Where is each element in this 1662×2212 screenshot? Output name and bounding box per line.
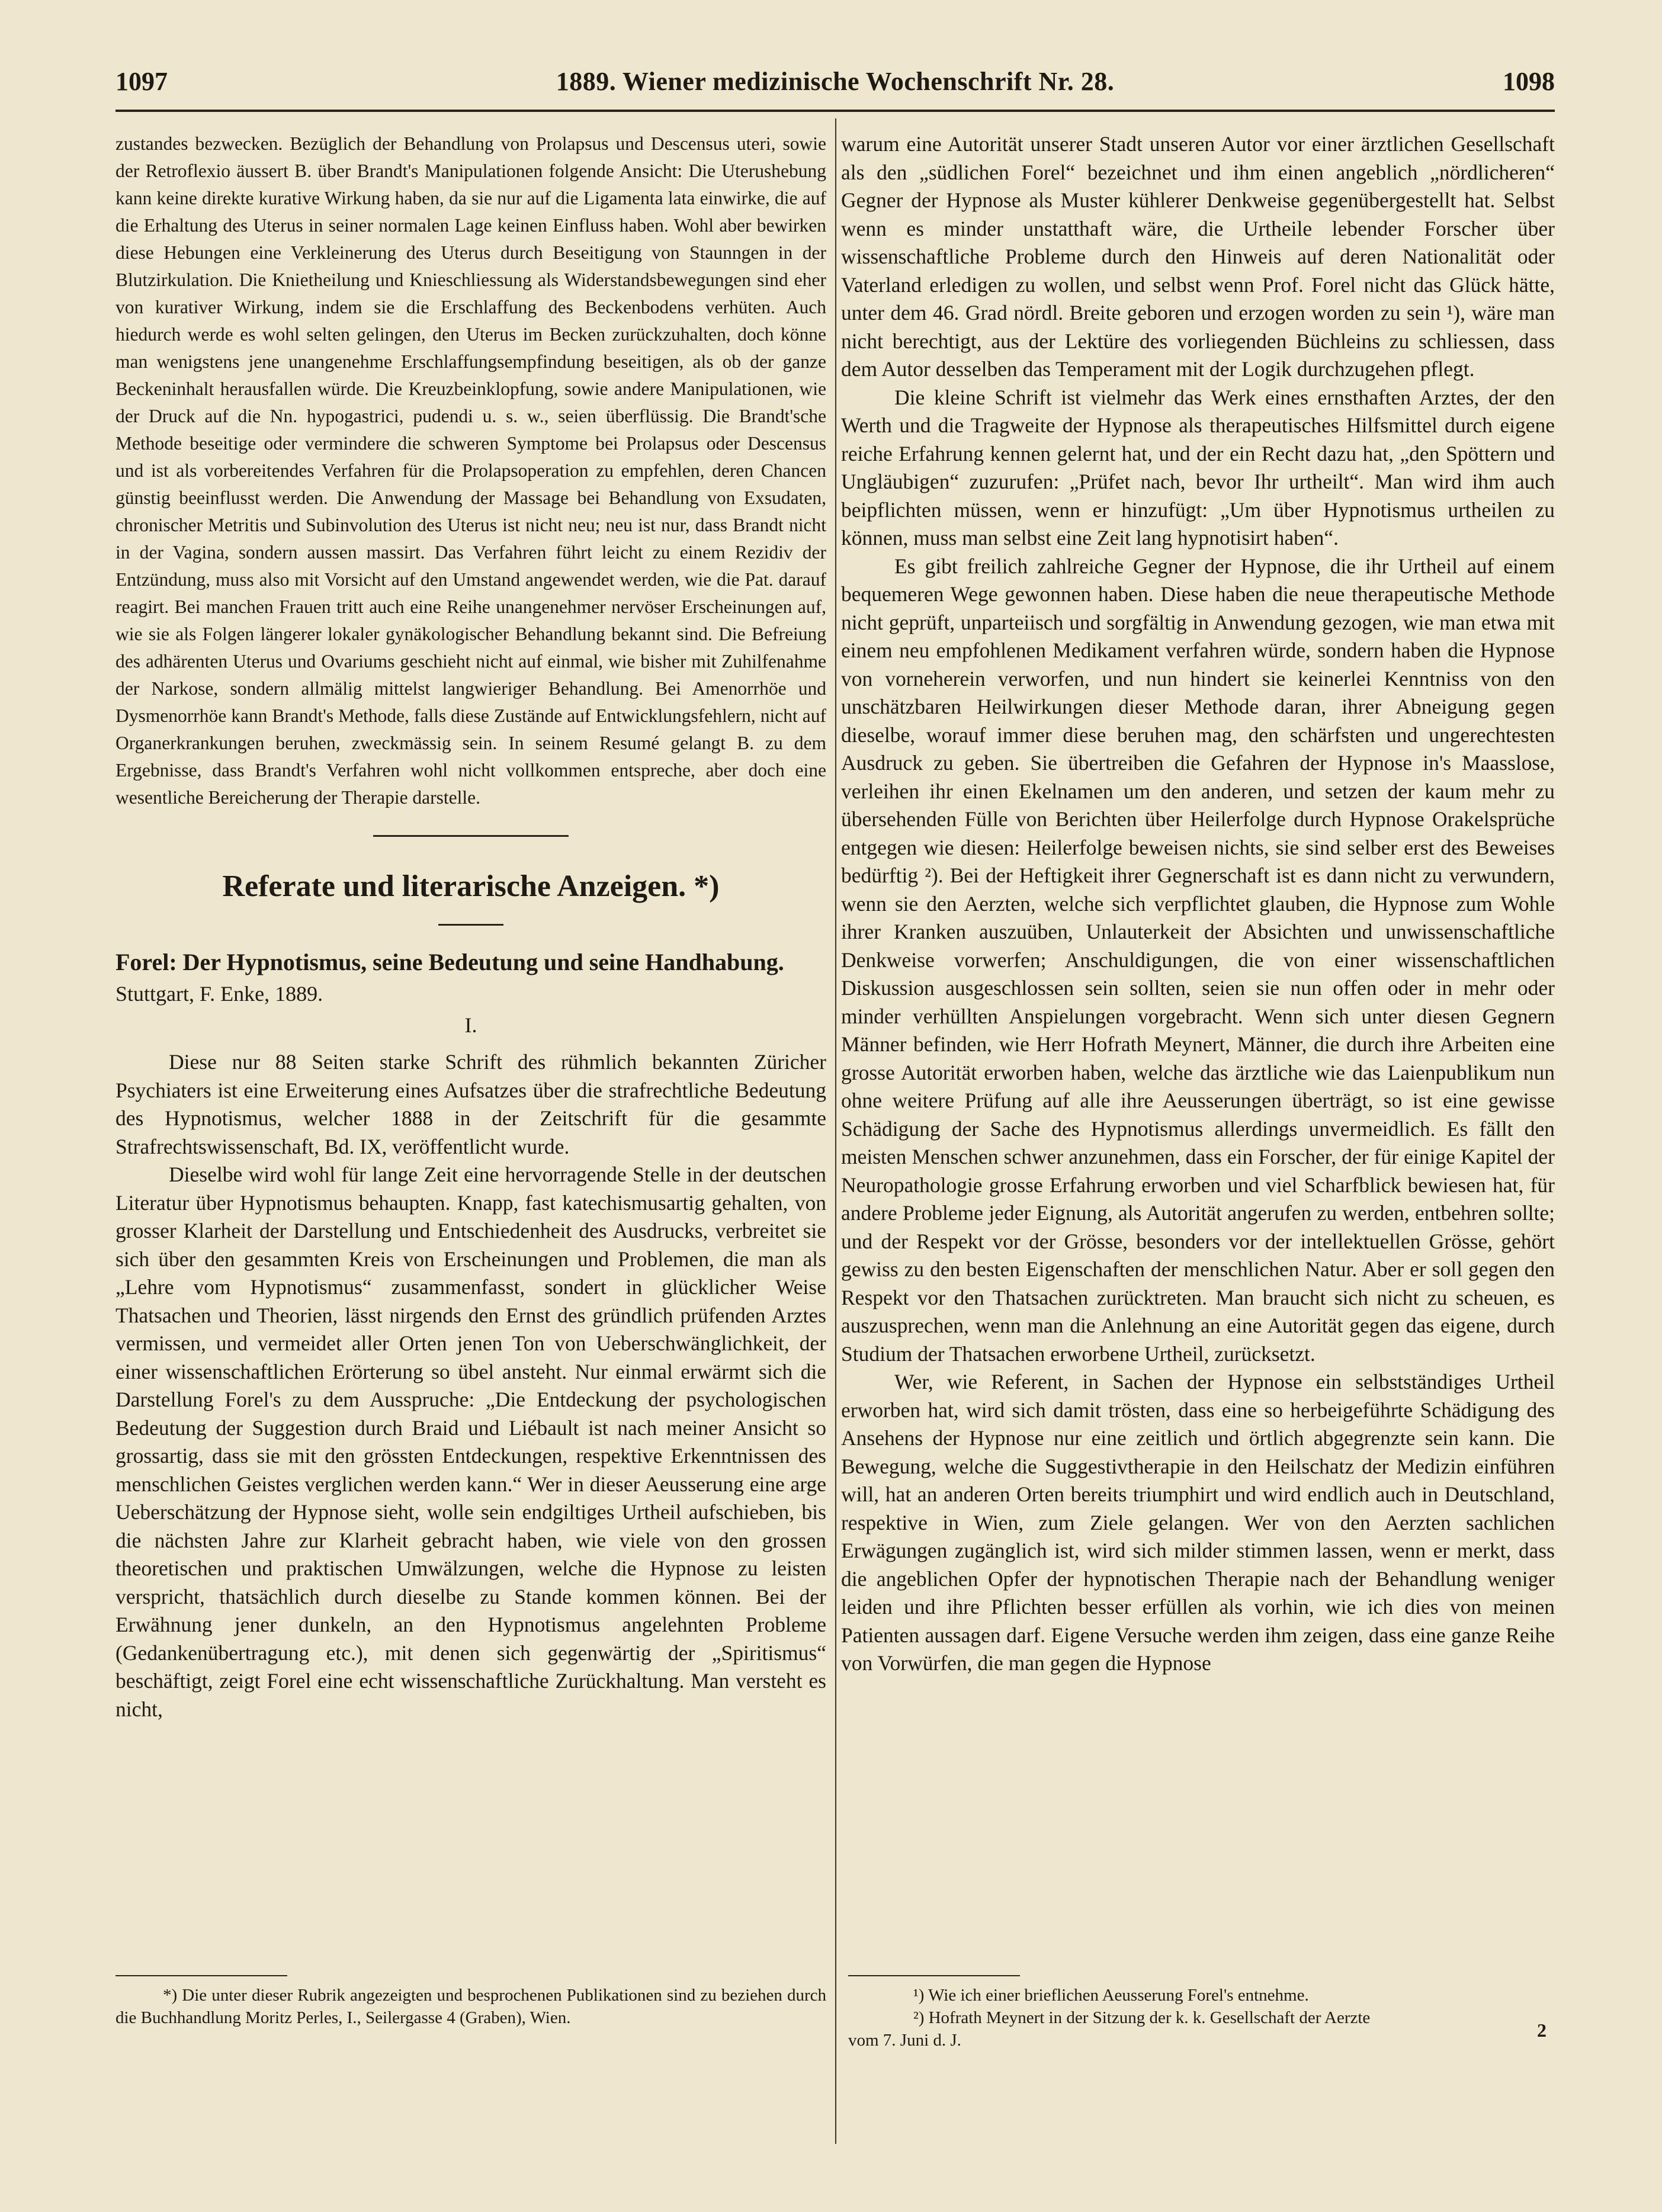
review-heading xyxy=(115,947,826,1009)
page-header xyxy=(115,66,1555,102)
review-publisher: Stuttgart, F. Enke, 1889. xyxy=(115,982,323,1006)
footnotes-right xyxy=(848,1984,1555,2052)
footnote-1: ¹) Wie ich einer brieflichen Aeusserung Forel's entnehme. xyxy=(913,1986,1309,2005)
running-title: 1889. Wiener medizinische Wochenschrift Nr. 28. xyxy=(556,67,1115,96)
footnote-rule-right xyxy=(848,1975,1020,1976)
page-number-left: 1097 xyxy=(115,67,168,96)
page-number-right: 1098 xyxy=(1503,67,1555,96)
review-paragraph-4: Die kleine Schrift ist vielmehr das Werk eines ernsthaften Arztes, der den Werth und die Tragweite der Hypnose als therapeutisches Hilfsmittel durch eigene reiche Erfahrung kennen gelernt hat, und der ein Recht dazu hat, „den Spöttern und Ungläubigen“ zuzurufen: „Prüfet nach, bevor Ihr urtheilt“. Man wird ihm auch beipflichten müssen, wenn er hinzufügt: „Um über Hypnotismus urtheilen zu können, muss man selbst eine Zeit lang hypnotisirt haben“. xyxy=(841,385,1555,550)
review-paragraph-6: Wer, wie Referent, in Sachen der Hypnose ein selbstständiges Urtheil erworben hat, wird sich damit trösten, dass eine so herbeigeführte Schädigung des Ansehens der Hypnose nur eine zeitlich und örtlich abgegrenzte sein kann. Die Bewegung, welche die Suggestivtherapie in den Heilschatz der Medizin einführen will, hat an anderen Orten bereits triumphirt und wird endlich auch in Deutschland, respektive in Wien, zum Ziele gelangen. Wer von den Aerzten sachlichen Erwägungen zugänglich ist, wird sich milder stimmen lassen, wenn er merkt, dass die angeblichen Opfer der hypnotischen Therapie nach der Behandlung weniger leiden und ihre Pflichten besser erfüllen als vorhin, wie ich dies von meinen Patienten aussagen darf. Eigene Versuche werden ihm zeigen, dass eine ganze Reihe von Vorwürfen, die man gegen die Hypnose xyxy=(841,1370,1555,1675)
review-paragraph-1: Diese nur 88 Seiten starke Schrift des rühmlich bekannten Züricher Psychiaters ist eine Erweiterung eines Aufsatzes über die strafrechtliche Bedeutung des Hypnotismus, welcher 1888 in der Zeitschrift für die gesammte Strafrechtswissenschaft, Bd. IX, veröffentlicht wurde. xyxy=(115,1050,826,1158)
signature-mark: 2 xyxy=(1537,2020,1547,2041)
footnote-2-continued: vom 7. Juni d. J. xyxy=(848,2031,961,2050)
footnote-2: ²) Hofrath Meynert in der Sitzung der k. k. Gesellschaft der Aerzte xyxy=(913,2008,1371,2027)
column-divider xyxy=(835,118,836,2144)
right-column xyxy=(841,130,1555,1678)
review-paragraph-2: Dieselbe wird wohl für lange Zeit eine hervorragende Stelle in der deutschen Literatur über Hypnotismus behaupten. Knapp, fast katechismusartig gehalten, von grosser Klarheit der Darstellung und Entschiedenheit des Ausdrucks, verbreitet sie sich über den gesammten Kreis von Erscheinungen und Problemen, die man als „Lehre vom Hypnotismus“ zusammenfasst, sondert in glücklicher Weise Thatsachen und Theorien, lässt nirgends den Ernst des gründlich prüfenden Arztes vermissen, und vermeidet aller Orten jenen Ton von Ueberschwänglichkeit, der einer wissenschaftlichen Erörterung so übel ansteht. Nur einmal erwärmt sich die Darstellung Forel's zu dem Ausspruche: „Die Entdeckung der psychologischen Bedeutung der Suggestion durch Braid und Liébault ist nach meiner Ansicht so grossartig, dass sie mit den grössten Entdeckungen, respektive Erkenntnissen des menschlichen Geistes verglichen werden kann.“ Wer in dieser Aeusserung eine arge Ueberschätzung der Hypnose sieht, wolle sein endgiltiges Urtheil aufschieben, bis die nächsten Jahre zur Klarheit gebracht haben, wie viele von den grossen theoretischen und praktischen Umwälzungen, welche die Hypnose zu leisten verspricht, thatsächlich durch dieselbe zu Stande kommen können. Bei der Erwähnung jener dunkeln, an den Hypnotismus angelehnten Probleme (Gedankenübertragung etc.), mit denen sich gegenwärtig der „Spiritismus“ beschäftigt, zeigt Forel eine echt wissenschaftliche Zurückhaltung. Man versteht es nicht, xyxy=(115,1163,826,1721)
footnote-rule-left xyxy=(115,1975,287,1976)
section-separator xyxy=(373,835,569,837)
footnote-left: *) Die unter dieser Rubrik angezeigten und besprochenen Publikationen sind zu beziehen durch die Buchhandlung Moritz Perles, I., Seilergasse 4 (Graben), Wien. xyxy=(115,1986,826,2027)
review-paragraph-3: warum eine Autorität unserer Stadt unseren Autor vor einer ärztlichen Gesellschaft als den „südlichen Forel“ bezeichnet und ihm einen angeblich „nördlicheren“ Gegner der Hypnose als Muster kühlerer Denkweise gegenübergestellt hat. Selbst wenn es minder unstatthaft wäre, die Urtheile lebender Forscher über wissenschaftliche Probleme durch den Hinweis auf deren Nationalität oder Vaterland erledigen zu wollen, und selbst wenn Prof. Forel nicht das Glück hätte, unter dem 46. Grad nördl. Breite geboren und erzogen worden zu sein ¹), wäre man nicht berechtigt, aus der Lektüre des vorliegenden Büchleins zu schliessen, dass dem Autor desselben das Temperament mit der Logik durchzugehen pflegt. xyxy=(841,132,1555,381)
roman-numeral: I. xyxy=(464,1013,477,1037)
section-heading: Referate und literarische Anzeigen. *) xyxy=(222,869,720,903)
left-column xyxy=(115,130,826,1723)
header-rule xyxy=(115,110,1555,112)
heading-rule xyxy=(438,924,503,926)
gynecology-paragraph: zustandes bezwecken. Bezüglich der Behandlung von Prolapsus und Descensus uteri, sowie der Retroflexio äussert B. über Brandt's Manipulationen folgende Ansicht: Die Uterushebung kann keine direkte kurative Wirkung haben, da sie nur auf die Ligamenta lata einwirke, die auf die Erhaltung des Uterus in seiner normalen Lage keinen Einfluss haben. Wohl aber bewirken diese Hebungen eine Verkleinerung des Uterus durch Beseitigung von Staunngen in der Blutzirkulation. Die Knietheilung und Knieschliessung als Widerstandsbewegungen sind eher von kurativer Wirkung, indem sie die Erschlaffung des Beckenbodens verhüten. Auch hiedurch werde es wohl selten gelingen, den Uterus im Becken zurückzuhalten, doch könne man wenigstens jene unangenehme Erschlaffungsempfindung beseitigen, als ob der ganze Beckeninhalt herausfallen würde. Die Kreuzbeinklopfung, sowie andere Manipulationen, wie der Druck auf die Nn. hypogastrici, pudendi u. s. w., seien überflüssig. Die Brandt'sche Methode beseitige oder vermindere die schweren Symptome bei Prolapsus oder Descensus und ist als vorbereitendes Verfahren für die Prolapsoperation zu empfehlen, deren Chancen günstig beeinflusst werden. Die Anwendung der Massage bei Behandlung von Exsudaten, chronischer Metritis und Subinvolution des Uterus ist nicht neu; neu ist nur, dass Brandt nicht in der Vagina, sondern aussen massirt. Das Verfahren führt leicht zu einem Rezidiv der Entzündung, muss also mit Vorsicht auf den Umstand angewendet werden, wie die Pat. darauf reagirt. Bei manchen Frauen tritt auch eine Reihe unangenehmer nervöser Erscheinungen auf, wie sie als Folgen längerer lokaler gynäkologischer Behandlung bekannt sind. Die Befreiung des adhärenten Uterus und Ovariums geschieht nicht auf einmal, wie bisher mit Zuhilfenahme der Narkose, sondern allmälig mittelst langwieriger Behandlung. Bei Amenorrhöe und Dysmenorrhöe kann Brandt's Methode, falls diese Zustände auf Entwicklungsfehlern, nicht auf Organerkrankungen beruhen, zweckmässig sein. In seinem Resumé gelangt B. zu dem Ergebnisse, dass Brandt's Verfahren wohl nicht vollkommen entspreche, aber doch eine wesentliche Bereicherung der Therapie darstelle. xyxy=(115,133,826,808)
review-paragraph-5: Es gibt freilich zahlreiche Gegner der Hypnose, die ihr Urtheil auf einem bequemeren Wege gewonnen haben. Diese haben die neue therapeutische Methode nicht geprüft, unparteiisch und sorgfältig in Anwendung gezogen, wie man etwa mit einem neu empfohlenen Medikament verfahren würde, sondern haben die Hypnose von vorneherein verworfen, und nun hindert sie keinerlei Kenntniss von den unschätzbaren Heilwirkungen dieser Methode daran, ihrer Abneigung gegen dieselbe, worauf immer diese beruhen mag, den schärfsten und ungerechtesten Ausdruck zu geben. Sie übertreiben die Gefahren der Hypnose in's Maasslose, verleihen ihr einen Ekelnamen um den anderen, und setzen der kaum mehr zu übersehenden Fülle von Berichten über Heilerfolge durch Hypnose Orakelsprüche entgegen wie diesen: Heilerfolge beweisen nichts, sie sind selber erst des Beweises bedürftig ²). Bei der Heftigkeit ihrer Gegnerschaft ist es dann nicht zu verwundern, wenn sie den Aerzten, welche sich verpflichtet glauben, die Hypnose zum Wohle ihrer Kranken auszuüben, Unlauterkeit der Absichten und unwissenschaftliche Denkweise vorwerfen; Anschuldigungen, die von einer wissenschaftlichen Diskussion ausgeschlossen sein sollten, seien sie nun offen oder in mehr oder minder verhüllten Anspielungen vorgebracht. Wenn sich unter diesen Gegnern Männer befinden, wie Herr Hofrath Meynert, Männer, die durch ihre Arbeiten eine grosse Autorität erworben haben, welche das ärztliche wie das Laienpublikum nun ohne weitere Prüfung auf alle ihre Aeusserungen überträgt, so ist eine gewisse Schädigung der Sache des Hypnotismus allerdings unvermeidlich. Es fällt den meisten Menschen schwer anzunehmen, dass ein Forscher, der für einige Kapitel der Neuropathologie grosse Erfahrung erworben und viel Scharfblick bewiesen hat, für andere Probleme jeder Eignung, als Autorität angerufen zu werden, entbehren sollte; und der Respekt vor der Grösse, besonders vor der intellektuellen Grösse, gehört gewiss zu den besten Eigenschaften der menschlichen Natur. Aber er soll gegen den Respekt vor den Thatsachen zurücktreten. Man braucht sich nicht zu scheuen, es auszusprechen, wenn man die Anlehnung an eine Autorität gegen das eigene, durch Studium der Thatsachen erworbene Urtheil, zurücksetzt. xyxy=(841,554,1555,1366)
review-title: Forel: Der Hypnotismus, seine Bedeutung und seine Handhabung. xyxy=(115,949,784,975)
